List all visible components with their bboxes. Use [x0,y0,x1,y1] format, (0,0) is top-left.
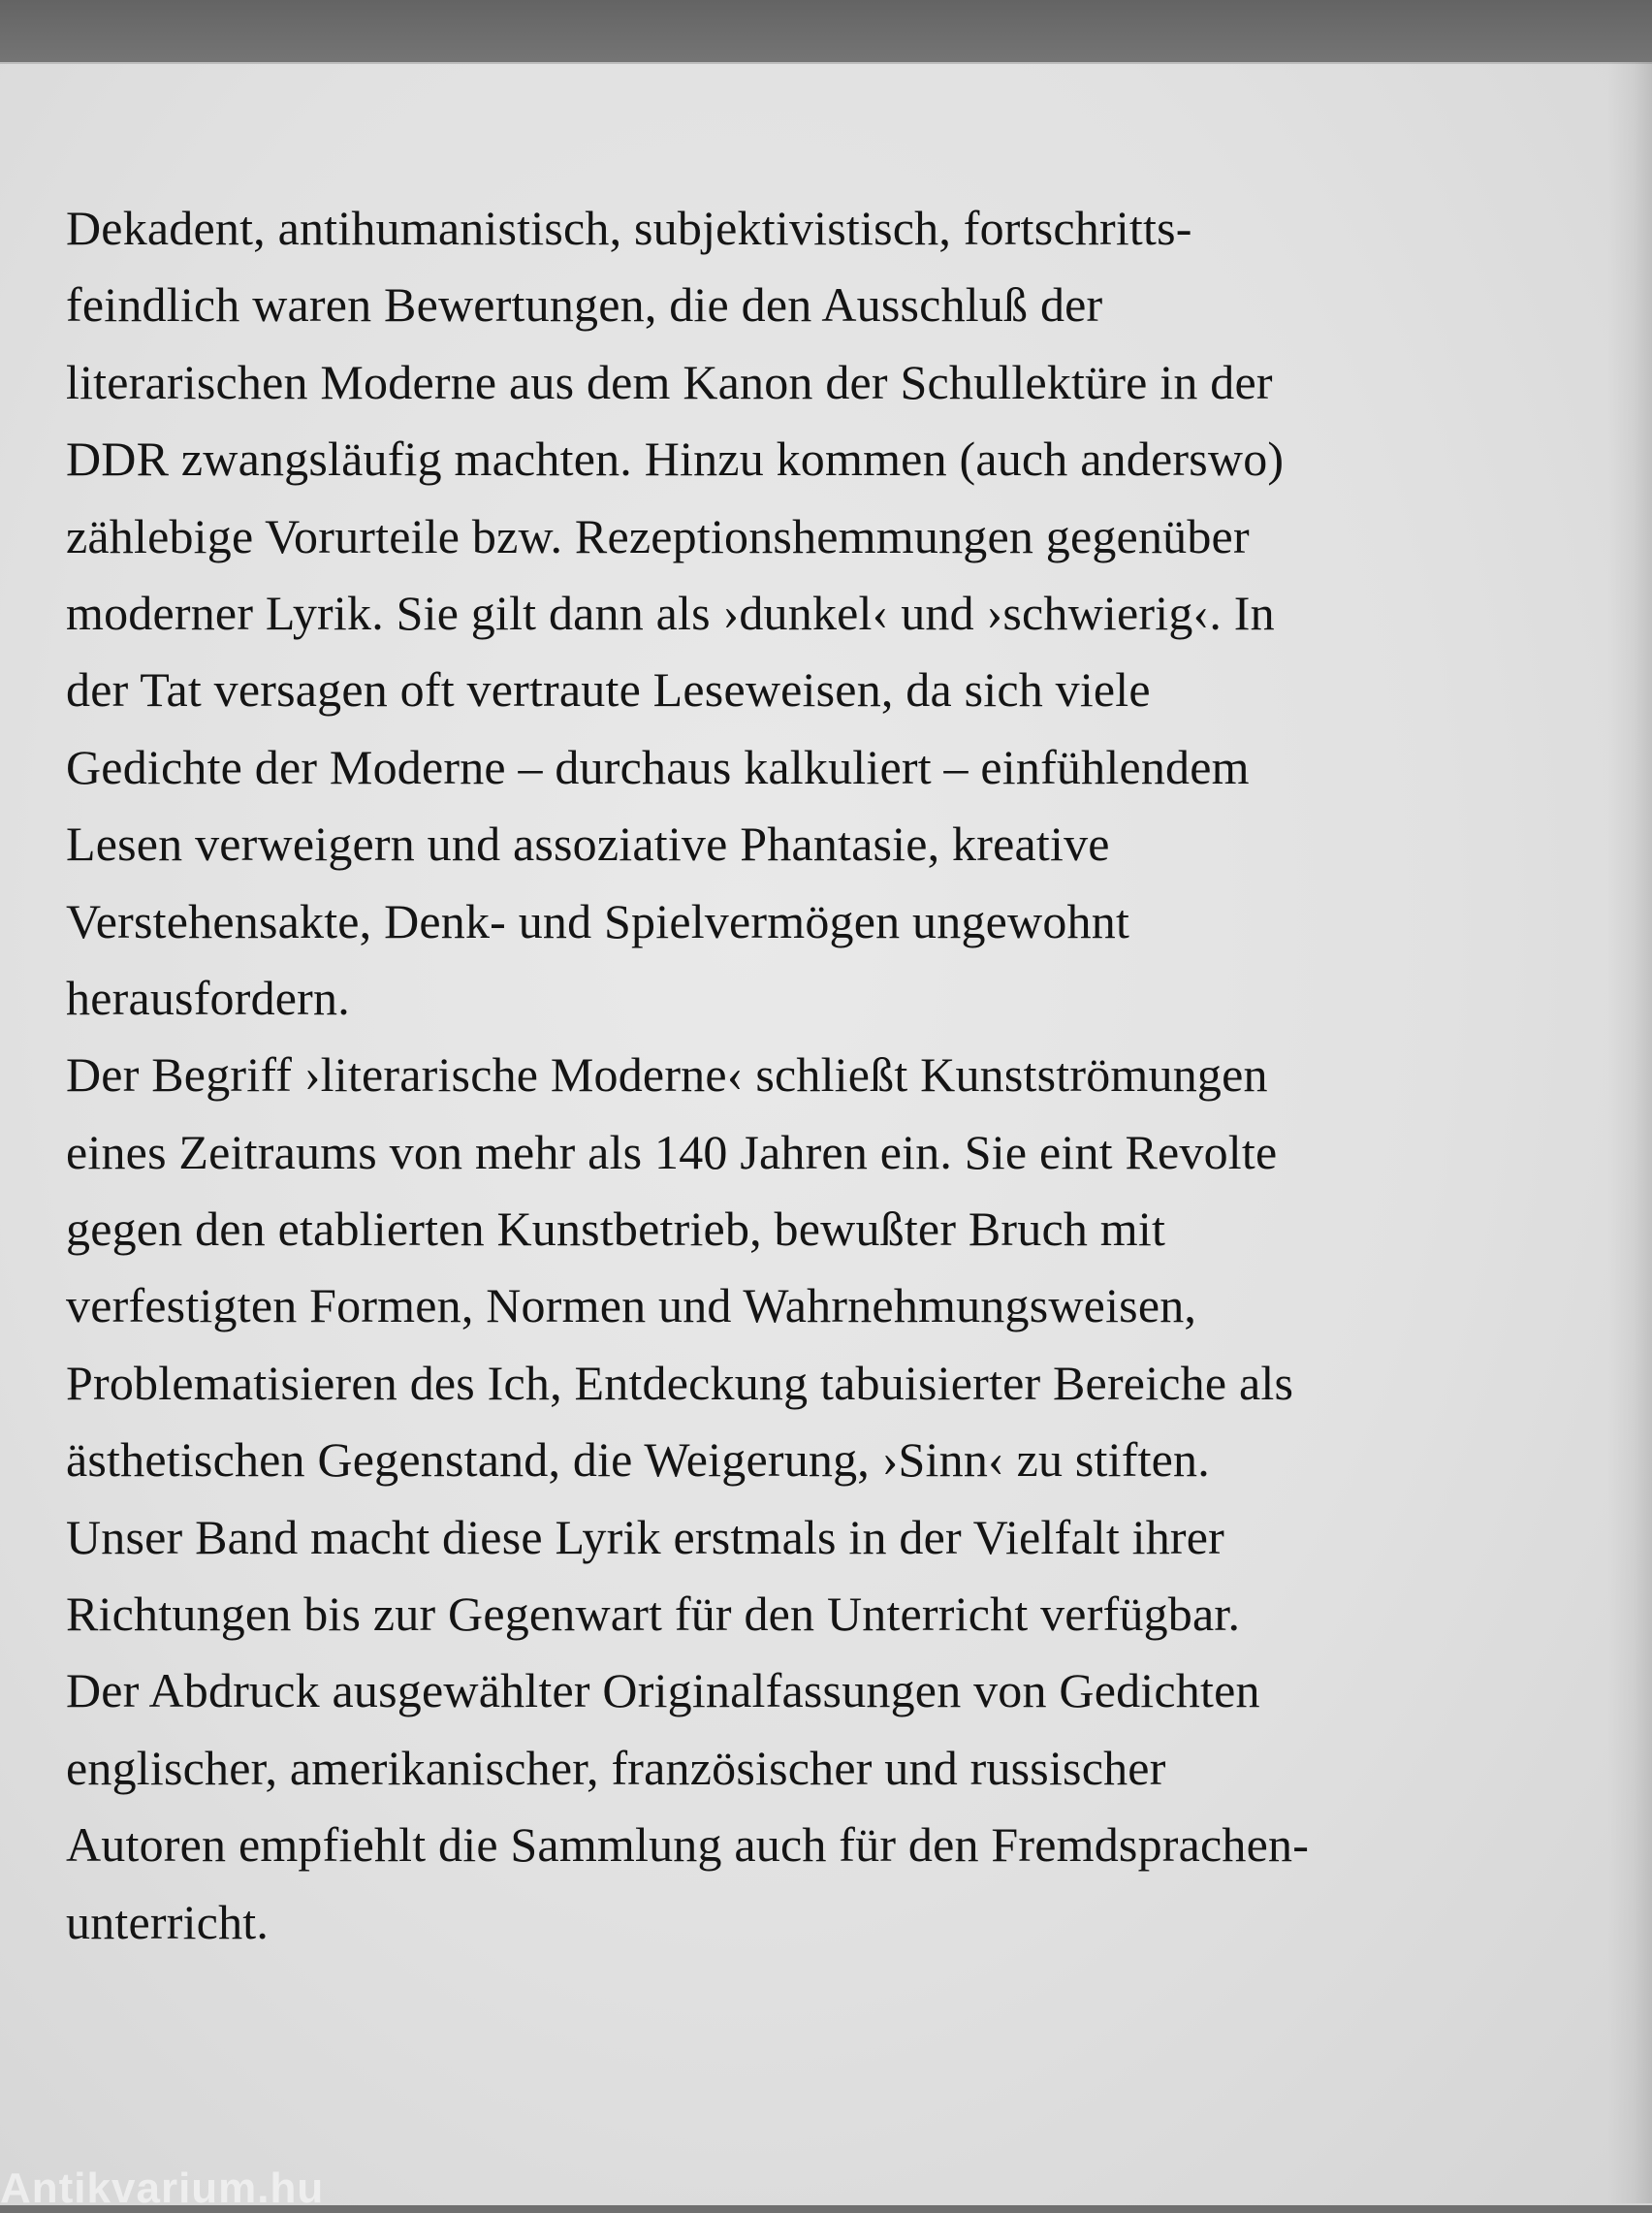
text-line: Problematisieren des Ich, Entdeckung tabuisierter Bereiche als [66,1355,1294,1410]
background-top-band [0,0,1652,68]
page-right-edge-shadow [1607,62,1652,2203]
text-line: verfestigten Formen, Normen und Wahrnehmungsweisen, [66,1278,1197,1333]
blurb-text-block [66,190,1588,1961]
text-line: zählebige Vorurteile bzw. Rezeptionshemmungen gegenüber [66,508,1250,563]
text-line: Gedichte der Moderne – durchaus kalkuliert – einfühlendem [66,739,1250,794]
text-line: herausfordern. [66,970,350,1025]
text-line: Der Abdruck ausgewählter Originalfassungen von Gedichten [66,1663,1260,1718]
text-line: Autoren empfiehlt die Sammlung auch für den Fremdsprachen- [66,1817,1310,1873]
text-line: Unser Band macht diese Lyrik erstmals in der Vielfalt ihrer [66,1509,1225,1564]
text-line: feindlich waren Bewertungen, die den Ausschluß der [66,277,1103,333]
text-line: Lesen verweigern und assoziative Phantasie, kreative [66,817,1110,872]
text-line: moderner Lyrik. Sie gilt dann als ›dunkel‹ und ›schwierig‹. In [66,585,1275,640]
text-line: unterricht. [66,1894,270,1949]
text-line: gegen den etablierten Kunstbetrieb, bewußter Bruch mit [66,1202,1166,1257]
text-line: DDR zwangsläufig machten. Hinzu kommen (auch anderswo) [66,432,1285,487]
text-line: Verstehensakte, Denk- und Spielvermögen ungewohnt [66,893,1130,948]
text-line: der Tat versagen oft vertraute Leseweisen, da sich viele [66,662,1151,718]
text-line: ästhetischen Gegenstand, die Weigerung, ›Sinn‹ zu stiften. [66,1432,1210,1488]
text-line: Der Begriff ›literarische Moderne‹ schließt Kunstströmungen [66,1047,1268,1103]
text-line: englischer, amerikanischer, französischer und russischer [66,1740,1166,1795]
watermark: Antikvarium.hu [0,2165,325,2212]
text-line: eines Zeitraums von mehr als 140 Jahren ein. Sie eint Revolte [66,1124,1278,1179]
text-line: Dekadent, antihumanistisch, subjektivistisch, fortschritts- [66,201,1192,255]
text-line: literarischen Moderne aus dem Kanon der Schullektüre in der [66,354,1273,409]
text-line: Richtungen bis zur Gegenwart für den Unterricht verfügbar. [66,1587,1241,1642]
